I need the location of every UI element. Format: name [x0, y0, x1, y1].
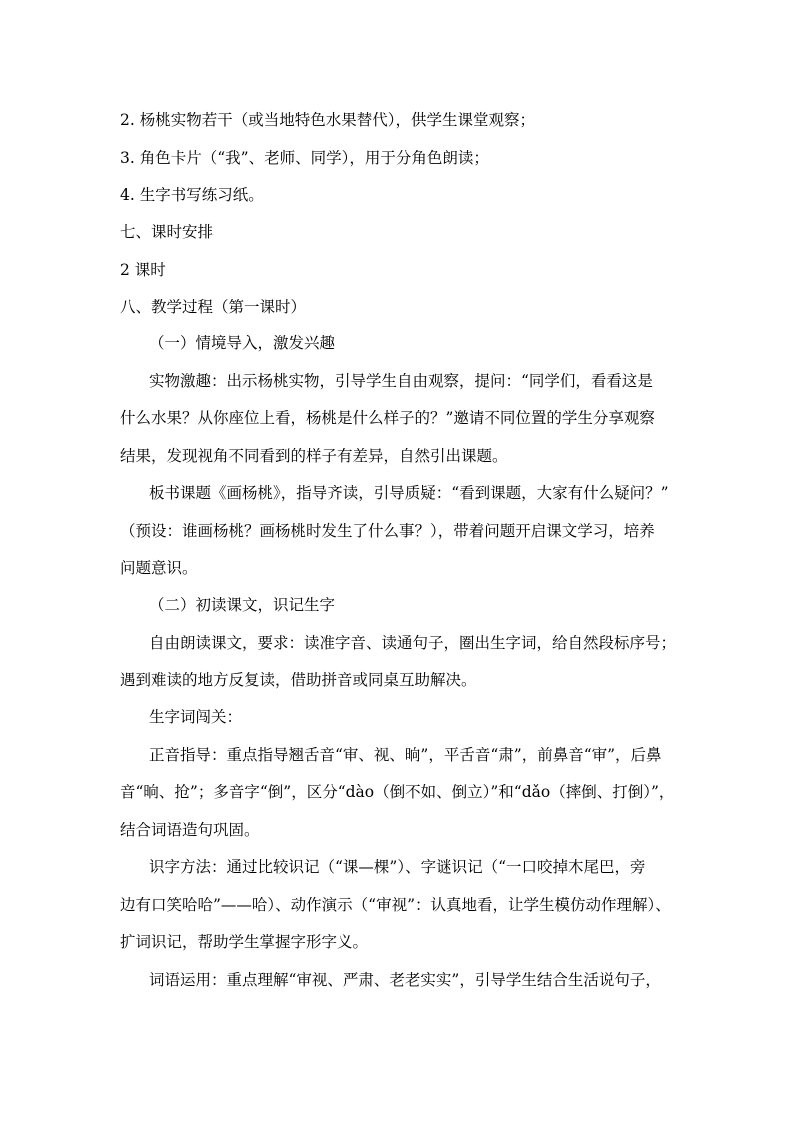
- paragraph-line: 识字方法：通过比较识记（“课—棵”）、字谜识记（“一口咬掉木尾巴，旁: [149, 858, 646, 876]
- paragraph-line: 正音指导：重点指导翘舌音“审、视、晌”，平舌音“肃”，前鼻音“审”，后鼻: [149, 746, 662, 764]
- section-heading-schedule: 七、课时安排: [120, 223, 214, 241]
- paragraph-line: 实物激趣：出示杨桃实物，引导学生自由观察，提问：“同学们，看看这是: [149, 372, 653, 390]
- paragraph-line: 遇到难读的地方反复读，借助拼音或同桌互助解决。: [120, 671, 477, 689]
- paragraph-line: （预设：谁画杨桃？画杨桃时发生了什么事？），带着问题开启课文学习，培养: [120, 522, 655, 540]
- materials-item-2: 2. 杨桃实物若干（或当地特色水果替代），供学生课堂观察；: [120, 111, 535, 129]
- subsection-heading-reading: （二）初读课文，识记生字: [149, 596, 336, 614]
- paragraph-line: 自由朗读课文，要求：读准字音、读通句子，圈出生字词，给自然段标序号；: [149, 634, 677, 652]
- paragraph-line: 结果，发现视角不同看到的样子有差异，自然引出课题。: [120, 447, 508, 465]
- materials-item-3: 3. 角色卡片（“我”、老师、同学），用于分角色朗读；: [120, 149, 489, 167]
- paragraph-line: 音“晌、抢”；多音字“倒”，区分“dào（倒不如、倒立）”和“dǎo（摔倒、打倒）”，: [120, 783, 675, 801]
- paragraph-line: 结合词语造句巩固。: [120, 821, 260, 839]
- paragraph-line: 扩词识记，帮助学生掌握字形字义。: [120, 933, 369, 951]
- paragraph-line: 板书课题《画杨桃》，指导齐读，引导质疑：“看到课题，大家有什么疑问？”: [149, 484, 669, 502]
- paragraph-line: 边有口笑哈哈”——哈）、动作演示（“审视”：认真地看，让学生模仿动作理解）、: [120, 896, 671, 914]
- paragraph-line: 什么水果？从你座位上看，杨桃是什么样子的？”邀请不同位置的学生分享观察: [120, 409, 655, 427]
- section-heading-process: 八、教学过程（第一课时）: [120, 298, 307, 316]
- subsection-heading-intro: （一）情境导入，激发兴趣: [149, 334, 336, 352]
- materials-item-4: 4. 生字书写练习纸。: [120, 186, 264, 204]
- paragraph-line: 生字词闯关：: [149, 708, 243, 726]
- schedule-text: 2 课时: [120, 261, 166, 279]
- paragraph-line: 问题意识。: [120, 559, 198, 577]
- paragraph-line: 词语运用：重点理解“审视、严肃、老老实实”，引导学生结合生活说句子，: [149, 971, 661, 989]
